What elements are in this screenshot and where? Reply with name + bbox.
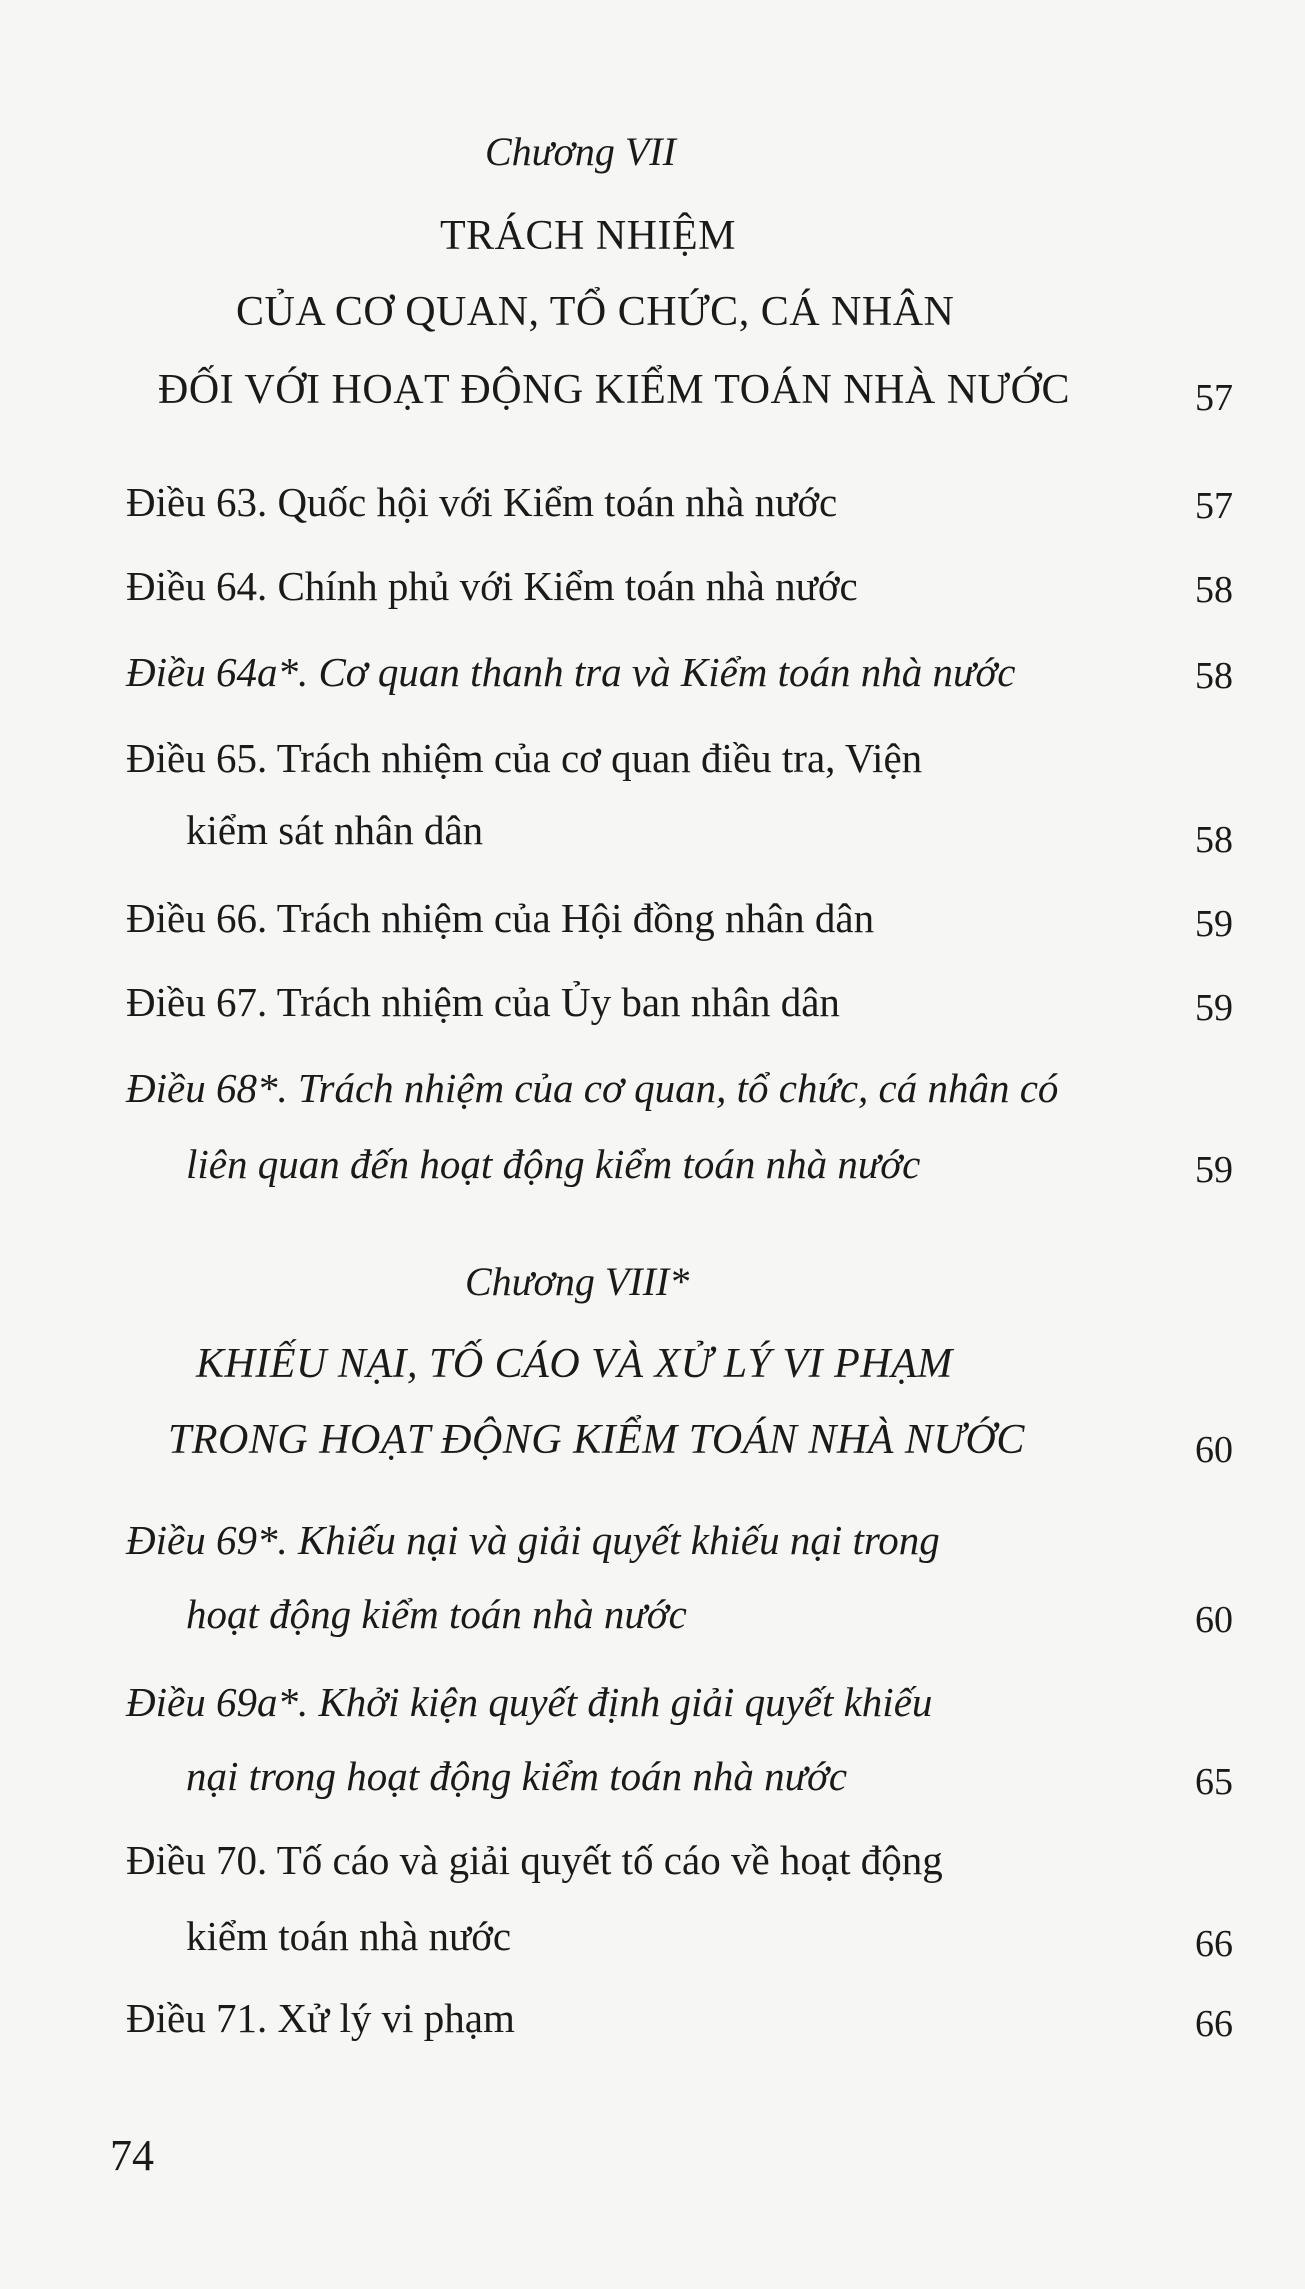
chapter-7-title-line-3: ĐỐI VỚI HOẠT ĐỘNG KIỂM TOÁN NHÀ NƯỚC	[158, 367, 1070, 413]
toc-entry-dieu-69-page: 60	[1195, 1599, 1233, 1641]
toc-entry-dieu-68: Điều 68*. Trách nhiệm của cơ quan, tổ chức, cá nhân có	[126, 1065, 1059, 1111]
chapter-8-label: Chương VIII*	[465, 1259, 690, 1304]
toc-entry-dieu-64a: Điều 64a*. Cơ quan thanh tra và Kiểm toán nhà nước	[126, 649, 1016, 695]
toc-entry-dieu-66: Điều 66. Trách nhiệm của Hội đồng nhân dân	[126, 895, 875, 941]
toc-entry-dieu-68-cont: liên quan đến hoạt động kiểm toán nhà nước	[186, 1141, 921, 1187]
toc-entry-dieu-69: Điều 69*. Khiếu nại và giải quyết khiếu nại trong	[126, 1517, 940, 1563]
toc-entry-dieu-64: Điều 64. Chính phủ với Kiểm toán nhà nước	[126, 563, 858, 609]
chapter-7-label: Chương VII	[485, 129, 676, 174]
toc-entry-dieu-65: Điều 65. Trách nhiệm của cơ quan điều tra, Viện	[126, 735, 923, 781]
toc-entry-dieu-69a-cont: nại trong hoạt động kiểm toán nhà nước	[186, 1753, 848, 1799]
toc-entry-dieu-69-cont: hoạt động kiểm toán nhà nước	[186, 1591, 687, 1637]
toc-entry-dieu-70-cont: kiểm toán nhà nước	[186, 1913, 512, 1959]
chapter-7-title-line-1: TRÁCH NHIỆM	[440, 213, 736, 259]
toc-entry-dieu-69a-page: 65	[1195, 1761, 1233, 1803]
footer-page-number: 74	[110, 2131, 154, 2180]
toc-entry-dieu-66-page: 59	[1195, 903, 1233, 945]
toc-entry-dieu-69a: Điều 69a*. Khởi kiện quyết định giải quyết khiếu	[126, 1679, 933, 1725]
toc-entry-dieu-63-page: 57	[1195, 485, 1233, 527]
toc-entry-dieu-70-page: 66	[1195, 1923, 1233, 1965]
toc-entry-dieu-63: Điều 63. Quốc hội với Kiểm toán nhà nước	[126, 479, 838, 525]
toc-entry-dieu-70: Điều 70. Tố cáo và giải quyết tố cáo về hoạt động	[126, 1837, 943, 1883]
toc-entry-dieu-64a-page: 58	[1195, 655, 1233, 697]
toc-entry-dieu-64-page: 58	[1195, 569, 1233, 611]
chapter-8-page-number: 60	[1195, 1429, 1233, 1471]
toc-entry-dieu-65-cont: kiểm sát nhân dân	[186, 807, 484, 853]
toc-entry-dieu-71-page: 66	[1195, 2003, 1233, 2045]
chapter-8-title-line-1: KHIẾU NẠI, TỐ CÁO VÀ XỬ LÝ VI PHẠM	[196, 1341, 953, 1387]
toc-entry-dieu-68-page: 59	[1195, 1149, 1233, 1191]
chapter-8-title-line-2: TRONG HOẠT ĐỘNG KIỂM TOÁN NHÀ NƯỚC	[168, 1417, 1025, 1463]
chapter-7-page-number: 57	[1195, 377, 1233, 419]
toc-entry-dieu-65-page: 58	[1195, 819, 1233, 861]
toc-entry-dieu-71: Điều 71. Xử lý vi phạm	[126, 1995, 515, 2041]
toc-entry-dieu-67: Điều 67. Trách nhiệm của Ủy ban nhân dân	[126, 979, 840, 1025]
chapter-7-title-line-2: CỦA CƠ QUAN, TỔ CHỨC, CÁ NHÂN	[236, 289, 955, 335]
toc-entry-dieu-67-page: 59	[1195, 987, 1233, 1029]
